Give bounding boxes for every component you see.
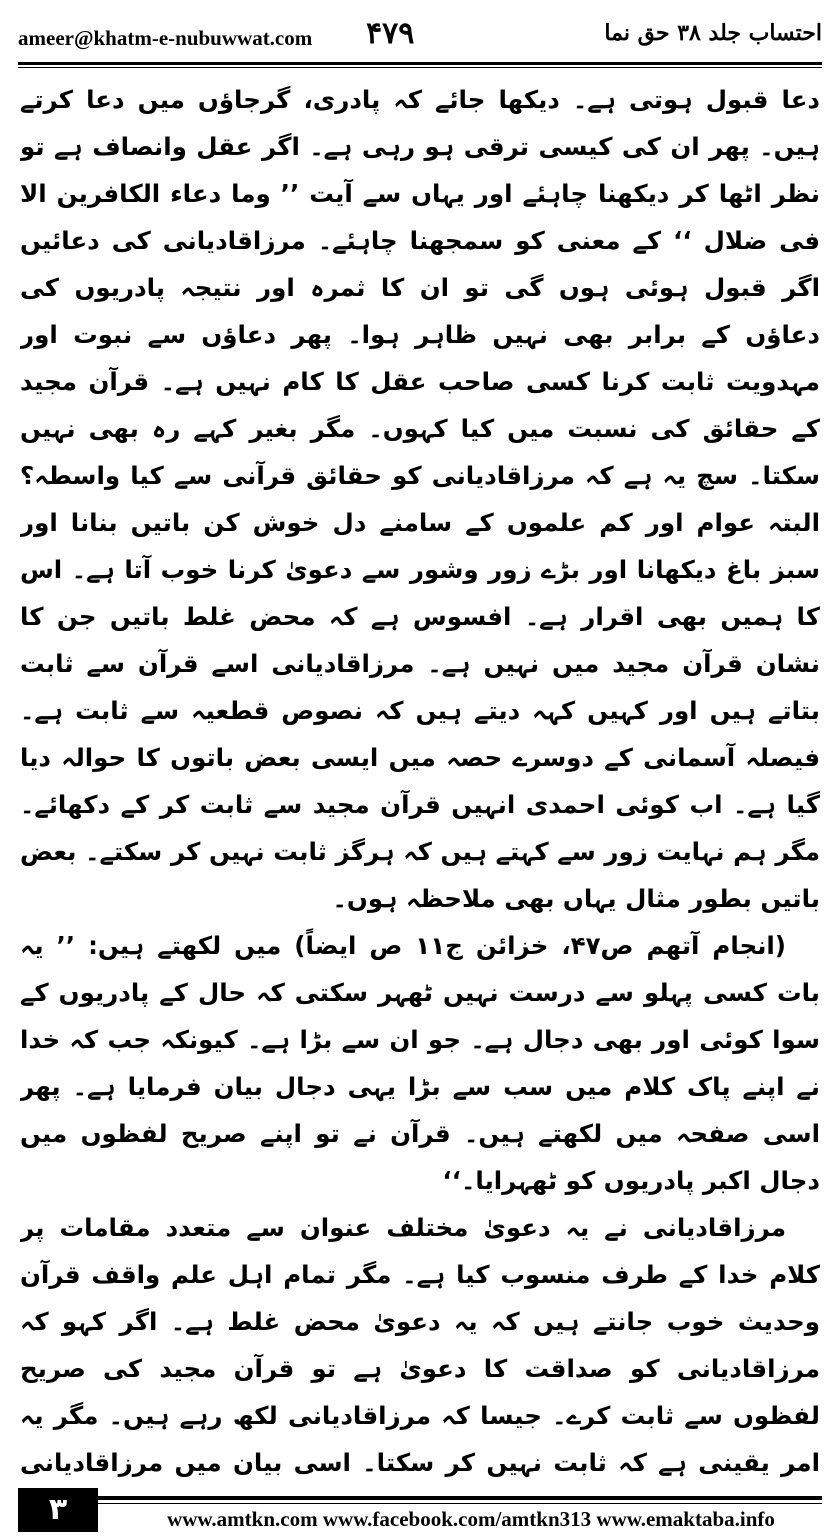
header-rule-thick bbox=[18, 62, 822, 65]
footer-urls: www.amtkn.com www.facebook.com/amtkn313 www.emaktaba.info bbox=[167, 1507, 775, 1531]
page-number: ۴۷۹ bbox=[366, 16, 415, 51]
paragraph-2: (انجام آتھم ص۴۷، خزائن ج۱۱ ص ایضاً) میں لکھتے ہیں: ’’ یہ بات کسی پہلو سے درست نہیں ٹھہر سکتی کہ حال کے پادریوں کے سوا کوئی اور بھی دجال ہے۔ جو ان سے بڑا ہے۔ کیونکہ جب کہ خدا نے اپنے پاک کلام میں سب سے بڑا یہی دجال بیان فرمایا ہے۔ پھر اسی صفحہ میں لکھتے ہیں۔ قرآن نے تو اپنے صریح لفظوں میں دجال اکبر پادریوں کو ٹھہرایا۔‘‘ bbox=[20, 931, 820, 1195]
header-rule-thin bbox=[18, 67, 822, 68]
footer-page-label: ۳ bbox=[18, 1488, 98, 1532]
book-title: احتساب جلد ۳۸ حق نما bbox=[604, 20, 822, 46]
header-email: ameer@khatm-e-nubuwwat.com bbox=[18, 26, 313, 50]
paragraph-1: دعا قبول ہوتی ہے۔ دیکھا جائے کہ پادری، گرجاؤں میں دعا کرتے ہیں۔ پھر ان کی کیسی ترقی ہو رہی ہے۔ اگر عقل وانصاف ہے تو نظر اٹھا کر دیکھنا چاہئے اور یہاں سے آیت ’’ وما دعاء الکافرین الا فی ضلال ‘‘ کے معنی کو سمجھنا چاہئے۔ مرزاقادیانی کی دعائیں اگر قبول ہوئی ہوں گی تو ان کا ثمرہ اور نتیجہ پادریوں کی دعاؤں کے برابر بھی نہیں ظاہر ہوا۔ پھر دعاؤں سے نبوت اور مہدویت ثابت کرنا کسی صاحب عقل کا کام نہیں ہے۔ قرآن مجید کے حقائق کی نسبت میں کیا کہوں۔ مگر بغیر کہے رہ بھی نہیں سکتا۔ سچ یہ ہے کہ مرزاقادیانی کو حقائق قرآنی سے کیا واسطہ؟ البتہ عوام اور کم علموں کے سامنے دل خوش کن باتیں بنانا اور سبز باغ دیکھانا اور بڑے زور وشور سے دعویٰ کرنا خوب آتا ہے۔ اس کا ہمیں بھی اقرار ہے۔ افسوس ہے کہ محض غلط باتیں جن کا نشان قرآن مجید میں نہیں ہے۔ مرزاقادیانی اسے قرآن سے ثابت بتاتے ہیں اور کہیں کہہ دیتے ہیں کہ نصوص قطعیہ سے ثابت ہے۔ فیصلہ آسمانی کے دوسرے حصہ میں ایسی بعض باتوں کا حوالہ دیا گیا ہے۔ اب کوئی احمدی انہیں قرآن مجید سے ثابت کر کے دکھائے۔ مگر ہم نہایت زور سے کہتے ہیں کہ ہرگز ثابت نہیں کر سکتے۔ بعض باتیں بطور مثال یہاں بھی ملاحظہ ہوں۔ bbox=[20, 85, 820, 913]
main-text bbox=[20, 76, 820, 1480]
footer-rule-thin bbox=[98, 1503, 822, 1504]
paragraph-3: مرزاقادیانی نے یہ دعویٰ مختلف عنوان سے متعدد مقامات پر کلام خدا کے طرف منسوب کیا ہے۔ مگر تمام اہل علم واقف قرآن وحدیث خوب جانتے ہیں کہ یہ دعویٰ محض غلط ہے۔ اگر کہو کہ مرزاقادیانی کو صداقت کا دعویٰ ہے تو قرآن مجید کی صریح لفظوں سے ثابت کرے۔ جیسا کہ مرزاقادیانی لکھ رہے ہیں۔ مگر یہ امر یقینی ہے کہ ثابت نہیں کر سکتا۔ اسی بیان میں مرزاقادیانی bbox=[20, 1213, 820, 1477]
page-header bbox=[18, 14, 822, 60]
footer-rule-thick bbox=[98, 1496, 822, 1500]
